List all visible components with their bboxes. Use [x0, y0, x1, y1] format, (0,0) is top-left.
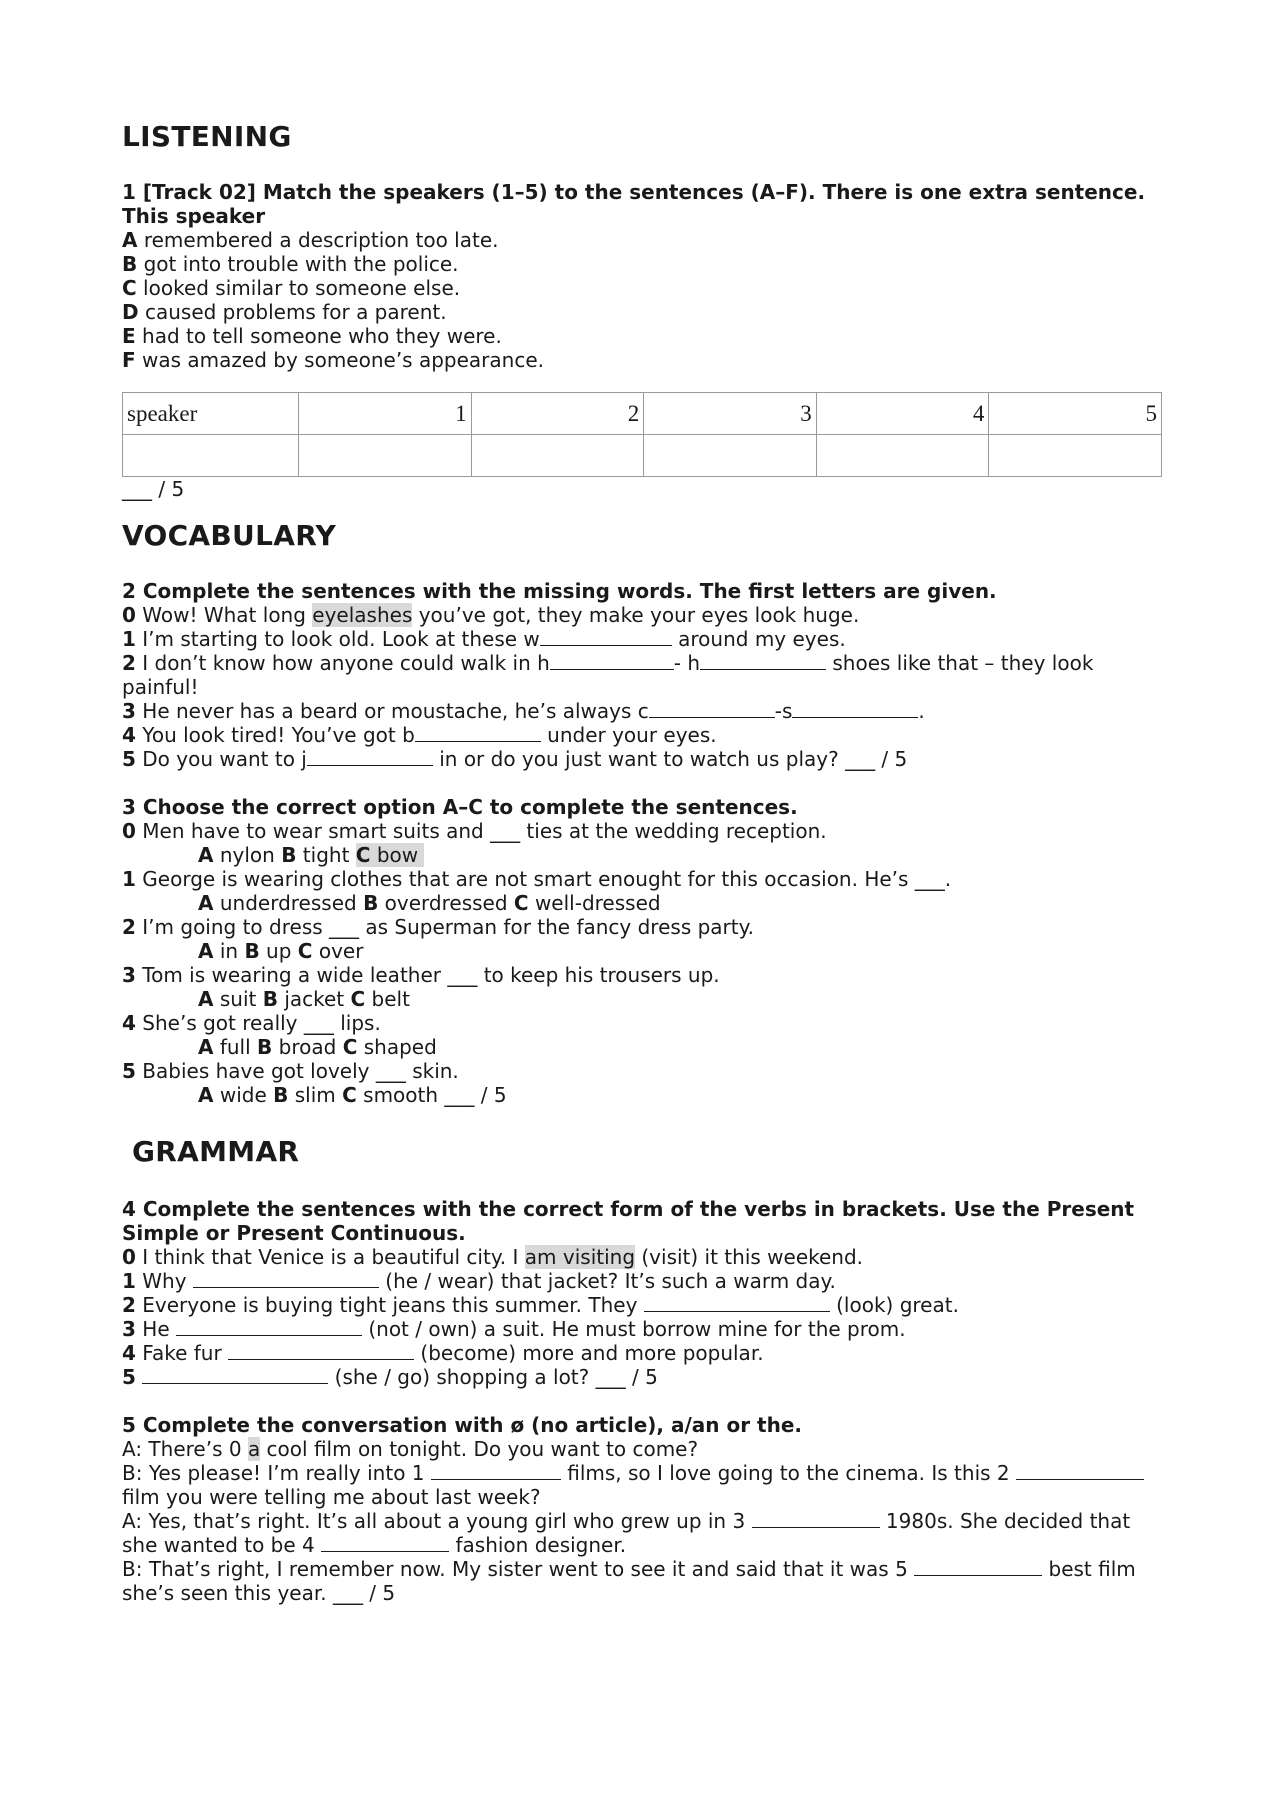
- exercise-3-options: A underdressed B overdressed C well-dressed: [198, 891, 661, 915]
- answer-gap[interactable]: [1016, 1461, 1144, 1480]
- exercise-2-instruction: 2 Complete the sentences with the missing words. The first letters are given.: [122, 579, 997, 603]
- exercise-2-sentence: 5 Do you want to j in or do you just want to watch us play? ___ / 5: [122, 747, 908, 771]
- answer-gap[interactable]: [540, 627, 672, 646]
- exercise-3-question: 5 Babies have got lovely ___ skin.: [122, 1059, 459, 1083]
- conversation-line: A: There’s 0 a cool film on tonight. Do you want to come?: [122, 1437, 699, 1461]
- exercise-2-sentence: 1 I’m starting to look old. Look at these w around my eyes.: [122, 627, 846, 651]
- table-header-speaker: speaker: [123, 393, 299, 435]
- exercise-3-question: 4 She’s got really ___ lips.: [122, 1011, 381, 1035]
- example-answer: a: [247, 1437, 261, 1461]
- worksheet-page: [122, 120, 1162, 1605]
- exercise-3-options: A wide B slim C smooth ___ / 5: [198, 1083, 507, 1107]
- section-heading-listening: LISTENING: [122, 120, 292, 153]
- option-item: D caused problems for a parent.: [122, 300, 447, 324]
- exercise-4-sentence: 3 He (not / own) a suit. He must borrow mine for the prom.: [122, 1317, 906, 1341]
- exercise-2-sentence: 3 He never has a beard or moustache, he’s always c -s .: [122, 699, 925, 723]
- answer-gap[interactable]: [649, 699, 775, 718]
- table-header-number: 5: [989, 393, 1162, 435]
- table-header-number: 4: [816, 393, 989, 435]
- exercise-3-question: 1 George is wearing clothes that are not smart enought for this occasion. He’s ___.: [122, 867, 952, 891]
- exercise-5-score: ___ / 5: [332, 1581, 396, 1605]
- table-answer-row: [123, 435, 1162, 477]
- example-answer: C bow: [356, 843, 425, 867]
- exercise-2-sentence: 2 I don’t know how anyone could walk in h - h shoes like that – they look painful!: [122, 651, 1100, 699]
- exercise-4-sentence: 4 Fake fur (become) more and more popular.: [122, 1341, 764, 1365]
- exercise-1-options: [122, 228, 1162, 372]
- table-header-number: 1: [299, 393, 472, 435]
- exercise-1-score: ___ / 5: [122, 477, 185, 501]
- exercise-3-options: A suit B jacket C belt: [198, 987, 410, 1011]
- answer-cell[interactable]: [299, 435, 472, 477]
- answer-gap[interactable]: [142, 1365, 328, 1384]
- example-answer: eyelashes: [312, 603, 413, 627]
- exercise-1-stem: This speaker: [122, 204, 266, 228]
- option-item: F was amazed by someone’s appearance.: [122, 348, 544, 372]
- answer-cell: [123, 435, 299, 477]
- table-header-number: 2: [471, 393, 644, 435]
- exercise-4-sentence: 2 Everyone is buying tight jeans this summer. They (look) great.: [122, 1293, 959, 1317]
- answer-gap[interactable]: [431, 1461, 561, 1480]
- option-item: C looked similar to someone else.: [122, 276, 461, 300]
- exercise-3-instruction: 3 Choose the correct option A–C to complete the sentences.: [122, 795, 798, 819]
- answer-gap[interactable]: [914, 1557, 1042, 1576]
- section-heading-vocabulary: VOCABULARY: [122, 519, 337, 552]
- exercise-5-instruction: 5 Complete the conversation with ø (no article), a/an or the.: [122, 1413, 802, 1437]
- option-item: B got into trouble with the police.: [122, 252, 459, 276]
- answer-gap[interactable]: [550, 651, 674, 670]
- option-item: E had to tell someone who they were.: [122, 324, 502, 348]
- section-heading-grammar: GRAMMAR: [132, 1135, 300, 1168]
- exercise-3-options: A nylon B tight C bow: [122, 843, 1162, 867]
- exercise-3-question: 2 I’m going to dress ___ as Superman for the fancy dress party.: [122, 915, 754, 939]
- exercise-3-question: 3 Tom is wearing a wide leather ___ to keep his trousers up.: [122, 963, 720, 987]
- answer-cell[interactable]: [989, 435, 1162, 477]
- exercise-3-question: 0 Men have to wear smart suits and ___ ties at the wedding reception.: [122, 819, 827, 843]
- answer-cell[interactable]: [471, 435, 644, 477]
- answer-gap[interactable]: [752, 1509, 880, 1528]
- option-item: A remembered a description too late.: [122, 228, 499, 252]
- exercise-2-score: ___ / 5: [845, 747, 908, 771]
- table-header-number: 3: [644, 393, 817, 435]
- answer-gap[interactable]: [307, 747, 433, 766]
- answer-gap[interactable]: [415, 723, 541, 742]
- exercise-1-instruction: 1 [Track 02] Match the speakers (1–5) to the sentences (A–F). There is one extra sentence.: [122, 180, 1146, 204]
- conversation-line: B: Yes please! I’m really into 1 films, so I love going to the cinema. Is this 2 film you were telling me about last week?: [122, 1461, 1151, 1509]
- exercise-4-score: ___ / 5: [595, 1365, 658, 1389]
- conversation-line: B: That’s right, I remember now. My sister went to see it and said that it was 5 best film she’s seen this year. ___ / 5: [122, 1557, 1143, 1605]
- exercise-4-sentence: 0 I think that Venice is a beautiful city. I am visiting (visit) it this weekend.: [122, 1245, 864, 1269]
- answer-gap[interactable]: [176, 1317, 362, 1336]
- table-header-row: [123, 393, 1162, 435]
- answer-gap[interactable]: [193, 1269, 379, 1288]
- exercise-4-sentence: 1 Why (he / wear) that jacket? It’s such a warm day.: [122, 1269, 836, 1293]
- exercise-3-score: ___ / 5: [444, 1083, 507, 1107]
- answer-gap[interactable]: [700, 651, 826, 670]
- conversation-line: A: Yes, that’s right. It’s all about a young girl who grew up in 3 1980s. She decided that she wanted to be 4 fashion designer.: [122, 1509, 1137, 1557]
- answer-cell[interactable]: [644, 435, 817, 477]
- exercise-2-sentence: 0 Wow! What long eyelashes you’ve got, they make your eyes look huge.: [122, 603, 860, 627]
- answer-gap[interactable]: [321, 1533, 449, 1552]
- answer-cell[interactable]: [816, 435, 989, 477]
- answer-gap[interactable]: [644, 1293, 830, 1312]
- answer-gap[interactable]: [792, 699, 918, 718]
- exercise-2-sentence: 4 You look tired! You’ve got b under your eyes.: [122, 723, 717, 747]
- answer-gap[interactable]: [228, 1341, 414, 1360]
- example-answer: am visiting: [524, 1245, 636, 1269]
- exercise-3-options: A full B broad C shaped: [198, 1035, 437, 1059]
- exercise-4-sentence: 5 (she / go) shopping a lot? ___ / 5: [122, 1365, 658, 1389]
- exercise-3-options: A in B up C over: [198, 939, 364, 963]
- speaker-answer-table: [122, 392, 1162, 477]
- exercise-4-instruction: 4 Complete the sentences with the correct form of the verbs in brackets. Use the Present Simple or Present Continuous.: [122, 1197, 1142, 1245]
